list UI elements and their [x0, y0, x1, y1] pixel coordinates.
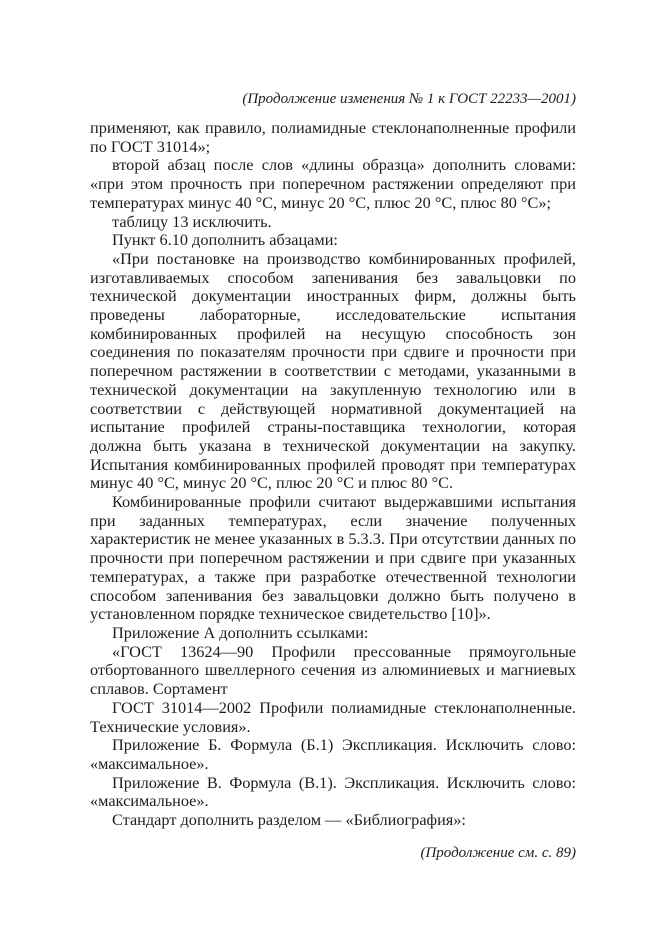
paragraph: «ГОСТ 13624—90 Профили прессованные прямоугольные отбортованного швеллерного сечения из алюминиевых и магниевых сплавов. Сортамент: [90, 641, 576, 699]
document-body: [90, 119, 576, 862]
paragraph: Приложение Б. Формула (Б.1) Экспликация. Исключить слово: «максимальное».: [90, 735, 576, 773]
paragraph: Стандарт дополнить разделом — «Библиография»:: [112, 810, 466, 830]
paragraph: таблицу 13 исключить.: [112, 211, 272, 231]
paragraph: «При постановке на производство комбинированных профилей, изготавливаемых способом запенивания без завальцовки по технической документации иностранных фирм, должны быть проведены лабораторные, исследовательские испытания комбинированных профилей на несущую способность зон соединения по показателям прочности при сдвиге и прочности при поперечном растяжении в соответствии с методами, указанными в технической документации на закупленную технологию или в соответствии с действующей нормативной документацией на испытание профилей страны-поставщика технологии, которая должна быть указана в технической документации на закупку. Испытания комбинированных профилей проводят при температурах минус 40 °С, минус 20 °С, плюс 20 °С и плюс 80 °С.: [90, 248, 576, 493]
paragraph: ГОСТ 31014—2002 Профили полиамидные стеклонаполненные. Технические условия».: [90, 697, 576, 736]
continuation-header-note: (Продолжение изменения № 1 к ГОСТ 22233—2001): [242, 91, 576, 107]
paragraph: второй абзац после слов «длины образца» дополнить словами: «при этом прочность при поперечном растяжении определяют при температурах минус 40 °С, минус 20 °С, плюс 20 °С, плюс 80 °С»;: [90, 155, 576, 212]
paragraph: Комбинированные профили считают выдержавшими испытания при заданных температурах, если значение полученных характеристик не менее указанных в 5.3.3. При отсутствии данных по прочности при поперечном растяжении и при сдвиге при указанных температурах, а также при разработке отечественной технологии способом запенивания без завальцовки должно быть получено в установленном порядке техническое свидетельство [10]».: [90, 492, 576, 624]
paragraph: Приложение В. Формула (В.1). Экспликация. Исключить слово: «максимальное».: [90, 772, 576, 811]
paragraph: Приложение А дополнить ссылками:: [112, 622, 369, 642]
paragraph: Пункт 6.10 дополнить абзацами:: [112, 230, 338, 250]
continuation-footer-note: (Продолжение см. с. 89): [420, 844, 576, 861]
paragraph: применяют, как правило, полиамидные стеклонаполненные профили по ГОСТ 31014»;: [90, 118, 576, 156]
